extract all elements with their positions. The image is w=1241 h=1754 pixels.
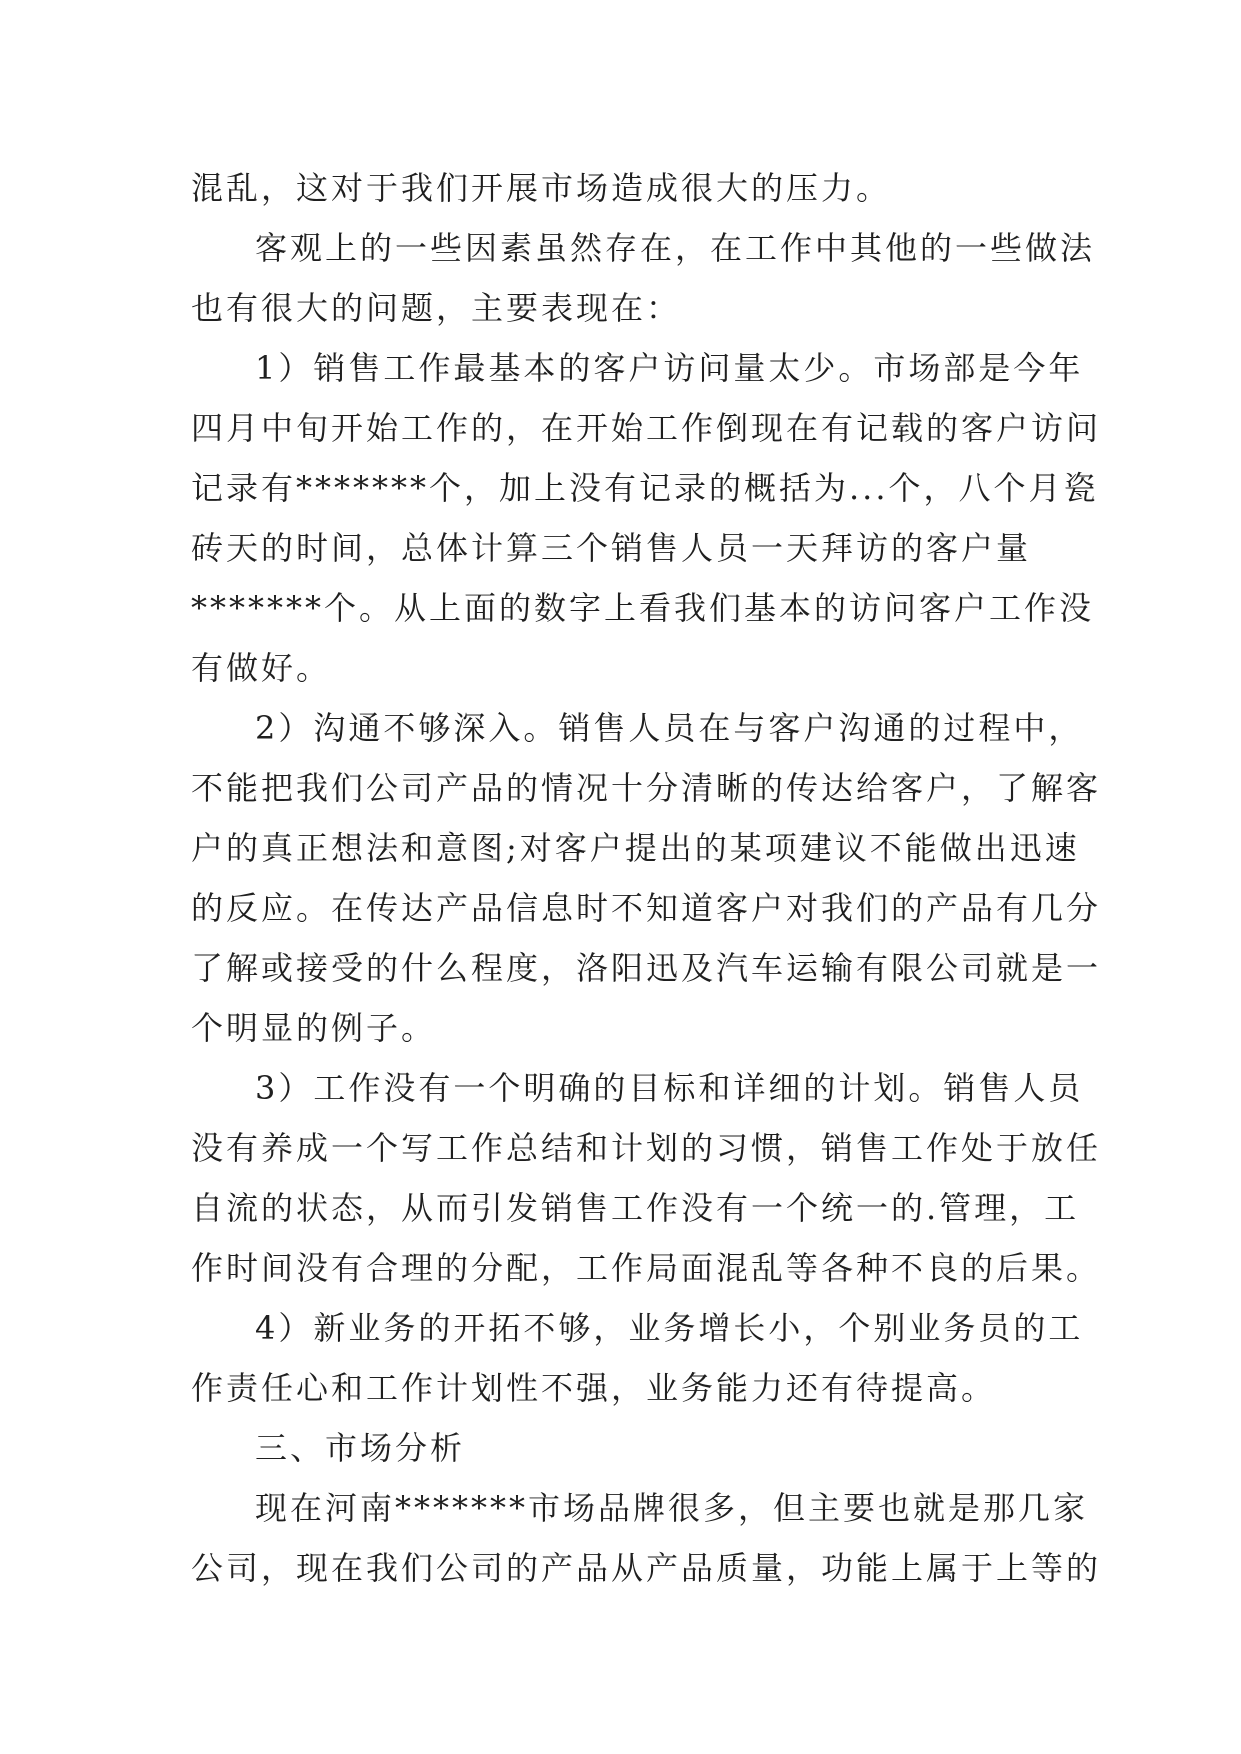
text-line: 1）销售工作最基本的客户访问量太少。市场部是今年: [255, 349, 1084, 387]
text-line: 公司，现在我们公司的产品从产品质量，功能上属于上等的: [191, 1549, 1102, 1587]
text-line: 4）新业务的开拓不够，业务增长小，个别业务员的工: [255, 1309, 1084, 1347]
text-line: 不能把我们公司产品的情况十分清晰的传达给客户，了解客: [191, 769, 1102, 807]
text-line: 户的真正想法和意图;对客户提出的某项建议不能做出迅速: [191, 829, 1080, 867]
text-line: 客观上的一些因素虽然存在，在工作中其他的一些做法: [255, 229, 1096, 267]
text-line: 的反应。在传达产品信息时不知道客户对我们的产品有几分: [191, 889, 1102, 927]
text-line: 有做好。: [191, 649, 332, 687]
text-line: *******个。从上面的数字上看我们基本的访问客户工作没: [191, 589, 1095, 627]
text-line: 个明显的例子。: [191, 1009, 437, 1047]
text-line: 砖天的时间，总体计算三个销售人员一天拜访的客户量: [191, 529, 1032, 567]
text-line: 3）工作没有一个明确的目标和详细的计划。销售人员: [255, 1069, 1084, 1107]
section-heading: 三、市场分析: [255, 1429, 466, 1467]
text-line: 作责任心和工作计划性不强，业务能力还有待提高。: [191, 1369, 997, 1407]
text-line: 了解或接受的什么程度，洛阳迅及汽车运输有限公司就是一: [191, 949, 1102, 987]
text-line: 也有很大的问题，主要表现在：: [191, 289, 682, 327]
text-line: 记录有*******个，加上没有记录的概括为...个，八个月瓷: [191, 469, 1099, 507]
text-line: 没有养成一个写工作总结和计划的习惯，销售工作处于放任: [191, 1129, 1102, 1167]
text-line: 现在河南*******市场品牌很多，但主要也就是那几家: [255, 1489, 1089, 1527]
text-line: 2）沟通不够深入。销售人员在与客户沟通的过程中，: [255, 709, 1084, 747]
document-body: [191, 158, 1102, 1598]
text-line: 混乱，这对于我们开展市场造成很大的压力。: [191, 169, 892, 207]
text-line: 作时间没有合理的分配，工作局面混乱等各种不良的后果。: [191, 1249, 1102, 1287]
text-line: 四月中旬开始工作的，在开始工作倒现在有记载的客户访问: [191, 409, 1102, 447]
text-line: 自流的状态，从而引发销售工作没有一个统一的.管理，工: [191, 1189, 1080, 1227]
